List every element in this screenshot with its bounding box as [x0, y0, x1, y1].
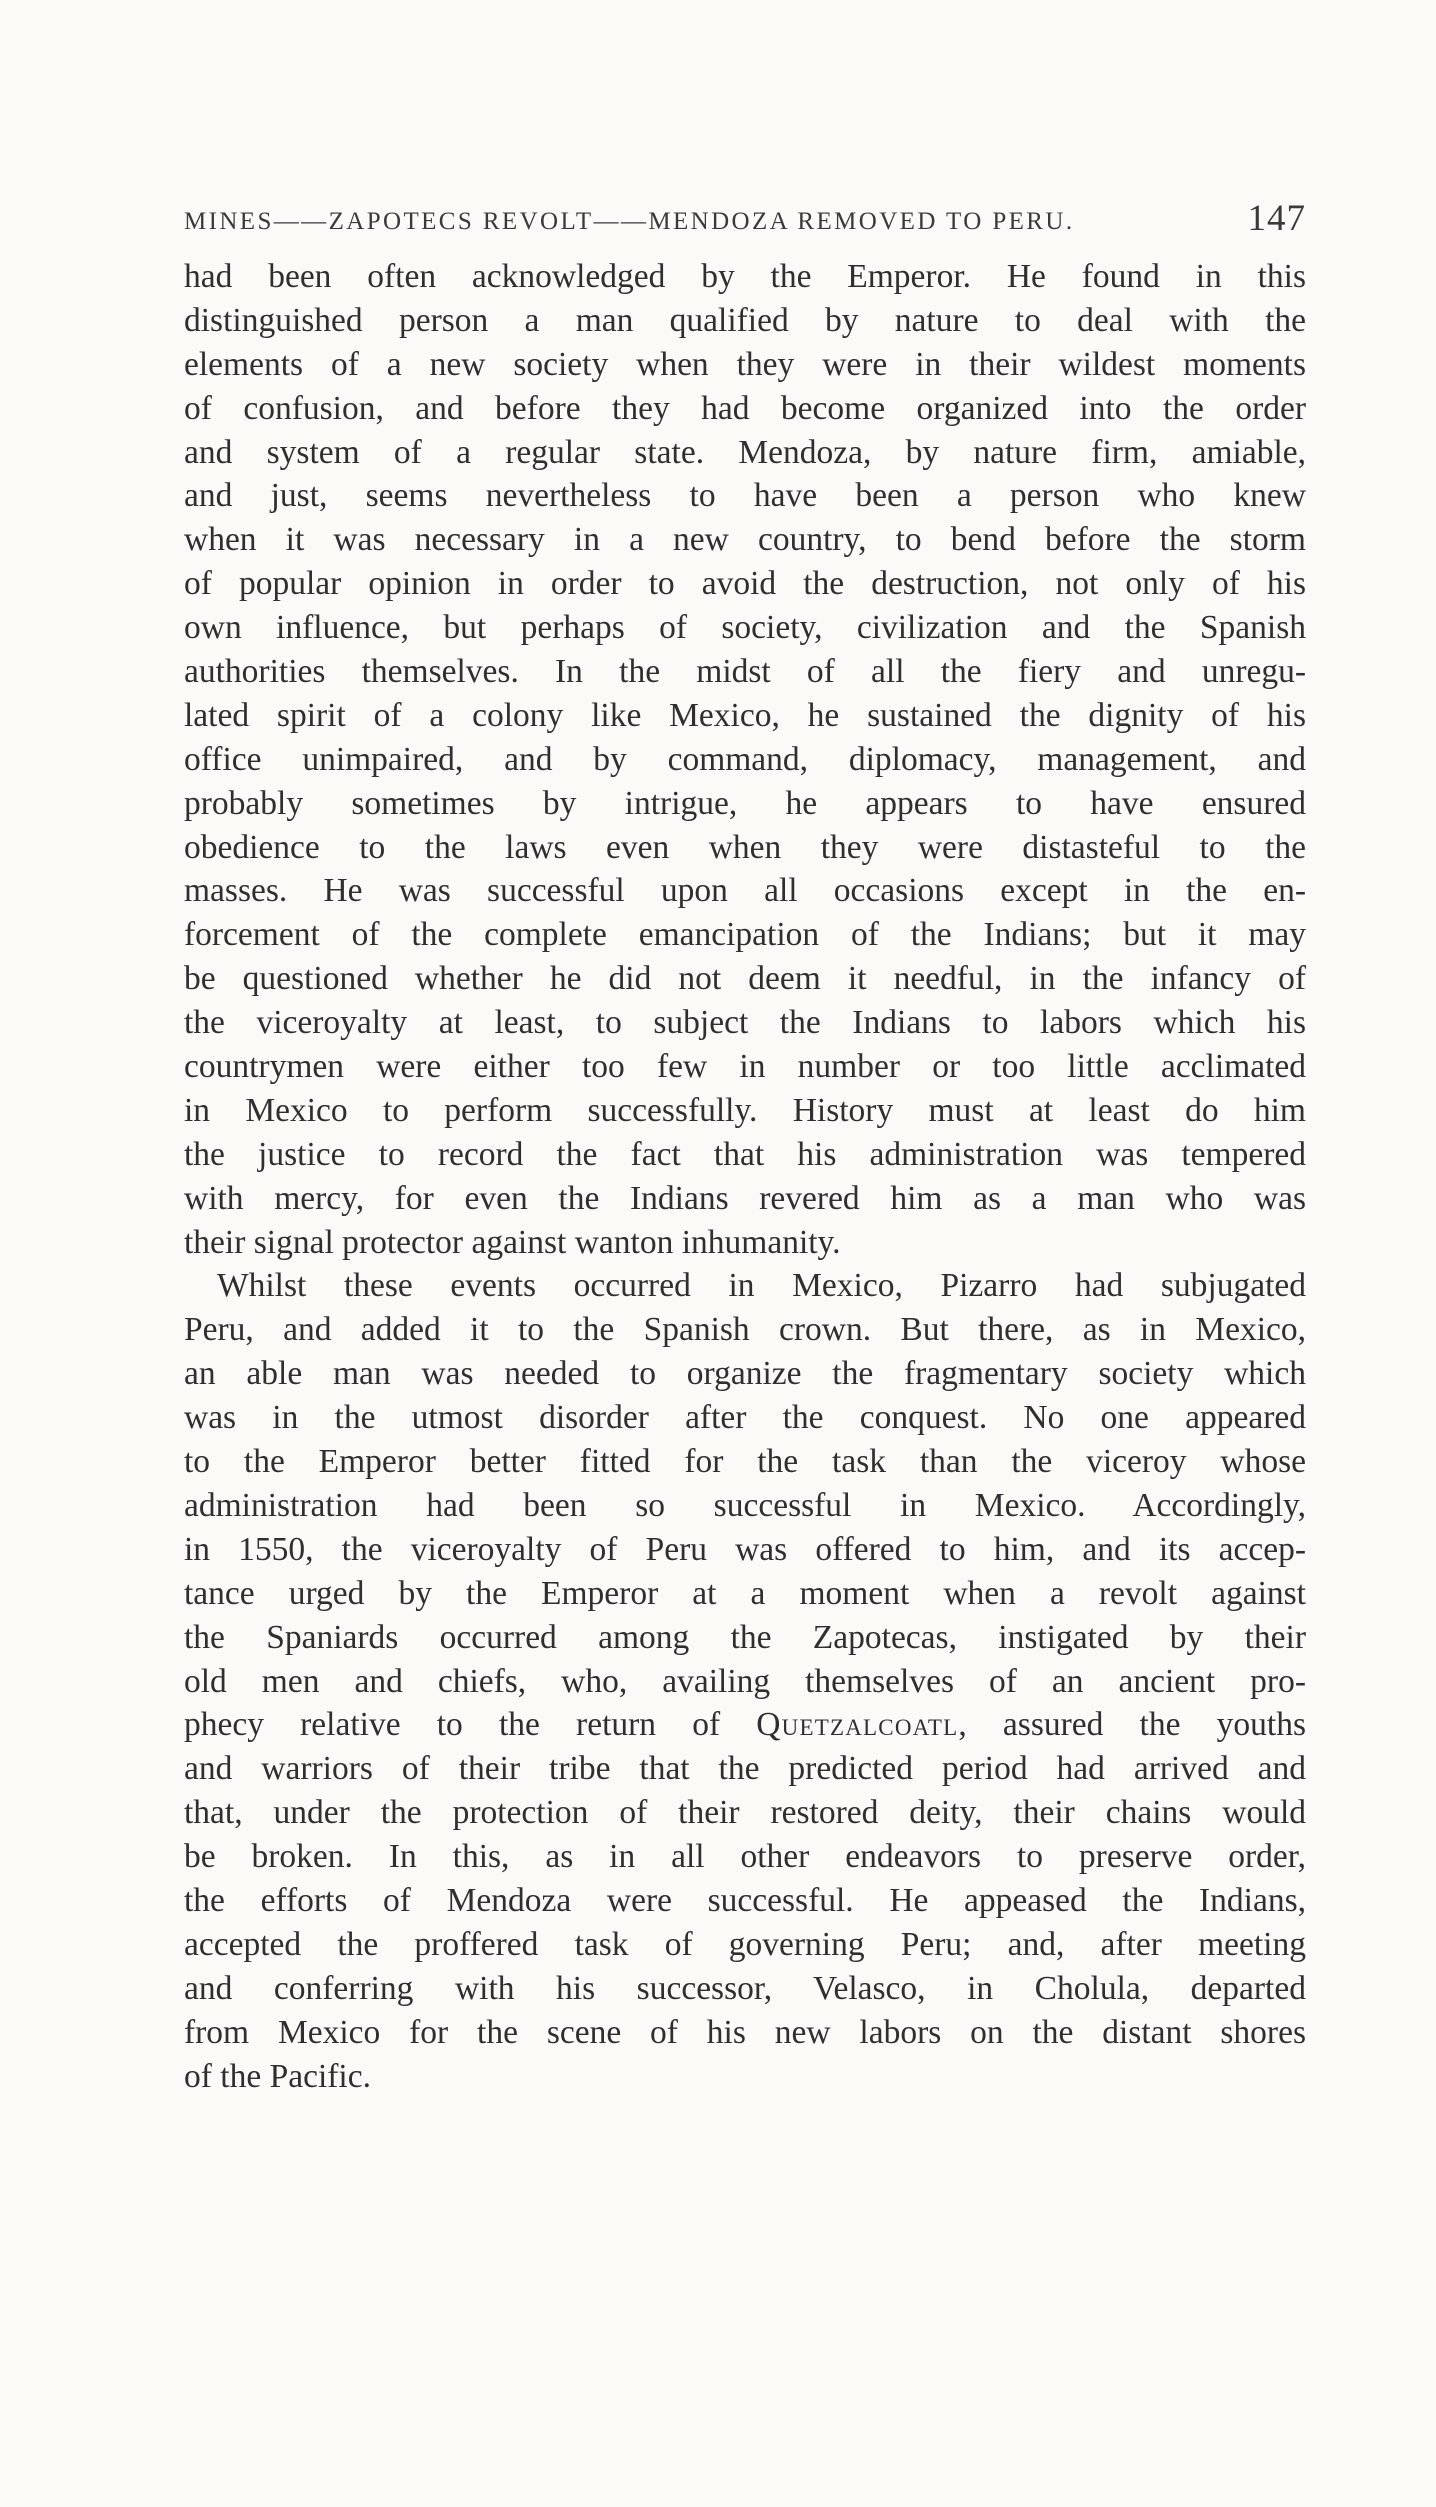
text-line: Whilst these events occurred in Mexico, Pizarro had subjugated [217, 1267, 1306, 1305]
text-line: from Mexico for the scene of his new labors on the distant shores [184, 2013, 1306, 2051]
text-line: an able man was needed to organize the fragmentary society which [184, 1355, 1306, 1393]
text-line: with mercy, for even the Indians revered him as a man who was [184, 1179, 1306, 1217]
text-line: when it was necessary in a new country, to bend before the storm [184, 521, 1306, 559]
text-line: the justice to record the fact that his administration was tempered [184, 1135, 1306, 1173]
small-caps-name: Quetzalcoatl [756, 1706, 959, 1744]
text-line: the efforts of Mendoza were successful. He appeased the Indians, [184, 1881, 1306, 1919]
running-title: MINES——ZAPOTECS REVOLT——MENDOZA REMOVED TO PERU. [184, 208, 1075, 235]
text-line: in 1550, the viceroyalty of Peru was offered to him, and its accep- [184, 1530, 1306, 1568]
text-line: was in the utmost disorder after the conquest. No one appeared [184, 1399, 1306, 1437]
text-line: countrymen were either too few in number or too little acclimated [184, 1048, 1306, 1086]
text-line: own influence, but perhaps of society, civilization and the Spanish [184, 609, 1306, 647]
text-line: that, under the protection of their restored deity, their chains would [184, 1794, 1306, 1832]
text-line: and warriors of their tribe that the predicted period had arrived and [184, 1750, 1306, 1788]
text-line: of popular opinion in order to avoid the destruction, not only of his [184, 565, 1306, 603]
text-line: forcement of the complete emancipation of the Indians; but it may [184, 916, 1306, 954]
text-line: the viceroyalty at least, to subject the Indians to labors which his [184, 1004, 1306, 1042]
text-line: the Spaniards occurred among the Zapotecas, instigated by their [184, 1618, 1306, 1656]
page-number: 147 [1247, 198, 1306, 239]
text-line: and just, seems nevertheless to have been a person who knew [184, 477, 1306, 515]
running-head [184, 190, 1306, 246]
text-line: masses. He was successful upon all occasions except in the en- [184, 872, 1306, 910]
text-line: elements of a new society when they were in their wildest moments [184, 345, 1306, 383]
text-line: be broken. In this, as in all other endeavors to preserve order, [184, 1838, 1306, 1876]
text-line: old men and chiefs, who, availing themselves of an ancient pro- [184, 1662, 1306, 1700]
text-line: office unimpaired, and by command, diplomacy, management, and [184, 740, 1306, 778]
text-line: tance urged by the Emperor at a moment when a revolt against [184, 1574, 1306, 1612]
text-line: Peru, and added it to the Spanish crown. But there, as in Mexico, [184, 1311, 1306, 1349]
text-line: of the Pacific. [184, 2057, 371, 2095]
body-text [184, 255, 1306, 2098]
text-line: lated spirit of a colony like Mexico, he sustained the dignity of his [184, 696, 1306, 734]
text-fragment: , assured the youths [958, 1706, 1306, 1744]
text-line: administration had been so successful in Mexico. Accordingly, [184, 1486, 1306, 1524]
text-line: and system of a regular state. Mendoza, by nature firm, amiable, [184, 433, 1306, 471]
text-line: distinguished person a man qualified by nature to deal with the [184, 301, 1306, 339]
text-line: obedience to the laws even when they were distasteful to the [184, 828, 1306, 866]
text-line: to the Emperor better fitted for the task than the viceroy whose [184, 1443, 1306, 1481]
text-line: accepted the proffered task of governing Peru; and, after meeting [184, 1925, 1306, 1963]
text-line: of confusion, and before they had become organized into the order [184, 389, 1306, 427]
text-line: had been often acknowledged by the Emperor. He found in this [184, 258, 1306, 295]
text-line: and conferring with his successor, Velasco, in Cholula, departed [184, 1969, 1306, 2007]
text-fragment: phecy relative to the return of [184, 1706, 757, 1744]
text-line: their signal protector against wanton inhumanity. [184, 1223, 841, 1261]
text-line: be questioned whether he did not deem it needful, in the infancy of [184, 960, 1306, 998]
text-line: in Mexico to perform successfully. History must at least do him [184, 1091, 1306, 1129]
text-line-quetzalcoatl [184, 1703, 1306, 1747]
paragraph-2 [184, 1264, 1306, 2098]
text-line: probably sometimes by intrigue, he appears to have ensured [184, 784, 1306, 822]
text-line: authorities themselves. In the midst of all the fiery and unregu- [184, 653, 1306, 691]
paragraph-1 [184, 255, 1306, 1264]
